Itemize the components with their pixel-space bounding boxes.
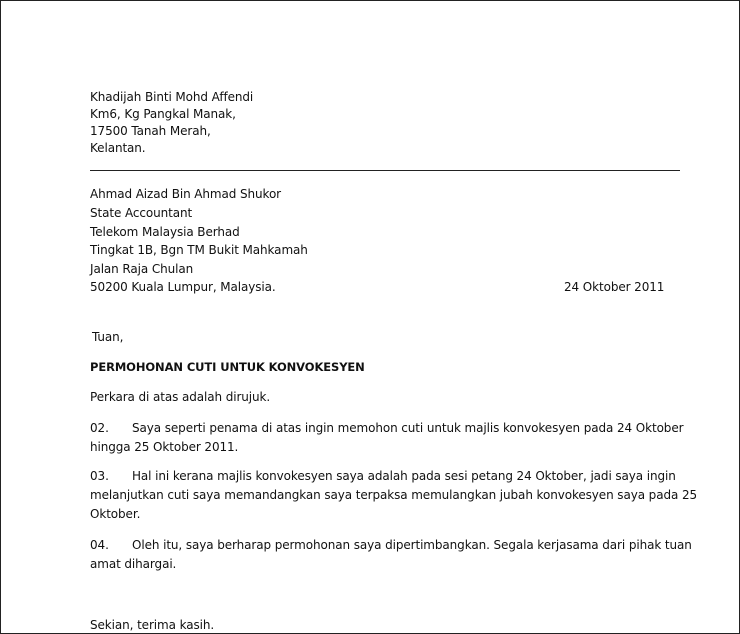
- paragraph-line: [90, 419, 683, 437]
- recipient-name: Ahmad Aizad Bin Ahmad Shukor: [90, 187, 282, 201]
- paragraph-line: Oktober.: [90, 507, 141, 521]
- recipient-company: Telekom Malaysia Berhad: [90, 225, 240, 239]
- reference-line: Perkara di atas adalah dirujuk.: [90, 390, 271, 404]
- letter-date: 24 Oktober 2011: [564, 280, 665, 294]
- sender-address-line: 17500 Tanah Merah,: [90, 124, 211, 138]
- recipient-address-line: Tingkat 1B, Bgn TM Bukit Mahkamah: [90, 243, 308, 257]
- paragraph-line: melanjutkan cuti saya memandangkan saya terpaksa memulangkan jubah konvokesyen saya pada 25: [90, 488, 698, 502]
- paragraph-text: Hal ini kerana majlis konvokesyen saya adalah pada sesi petang 24 Oktober, jadi saya ingin: [132, 469, 676, 483]
- paragraph-line: hingga 25 Oktober 2011.: [90, 440, 239, 454]
- paragraph-number: 04.: [90, 538, 109, 552]
- paragraph-line: amat dihargai.: [90, 557, 177, 571]
- recipient-address-line: 50200 Kuala Lumpur, Malaysia.: [90, 280, 276, 294]
- paragraph-line: [90, 536, 692, 554]
- salutation: Tuan,: [92, 330, 124, 344]
- paragraph-text: Oleh itu, saya berharap permohonan saya dipertimbangkan. Segala kerjasama dari pihak tuan: [132, 538, 692, 552]
- sender-name: Khadijah Binti Mohd Affendi: [90, 90, 254, 104]
- sender-address-line: Km6, Kg Pangkal Manak,: [90, 107, 236, 121]
- recipient-title: State Accountant: [90, 206, 193, 220]
- subject-heading: PERMOHONAN CUTI UNTUK KONVOKESYEN: [90, 360, 365, 374]
- paragraph-number: 03.: [90, 469, 109, 483]
- paragraph-text: Saya seperti penama di atas ingin memohon cuti untuk majlis konvokesyen pada 24 Oktober: [132, 421, 684, 435]
- paragraph-number: 02.: [90, 421, 109, 435]
- paragraph-line: [90, 467, 676, 485]
- divider-line: [90, 170, 680, 171]
- sender-address-line: Kelantan.: [90, 141, 146, 155]
- closing-line: Sekian, terima kasih.: [90, 618, 215, 632]
- recipient-address-line: Jalan Raja Chulan: [90, 262, 194, 276]
